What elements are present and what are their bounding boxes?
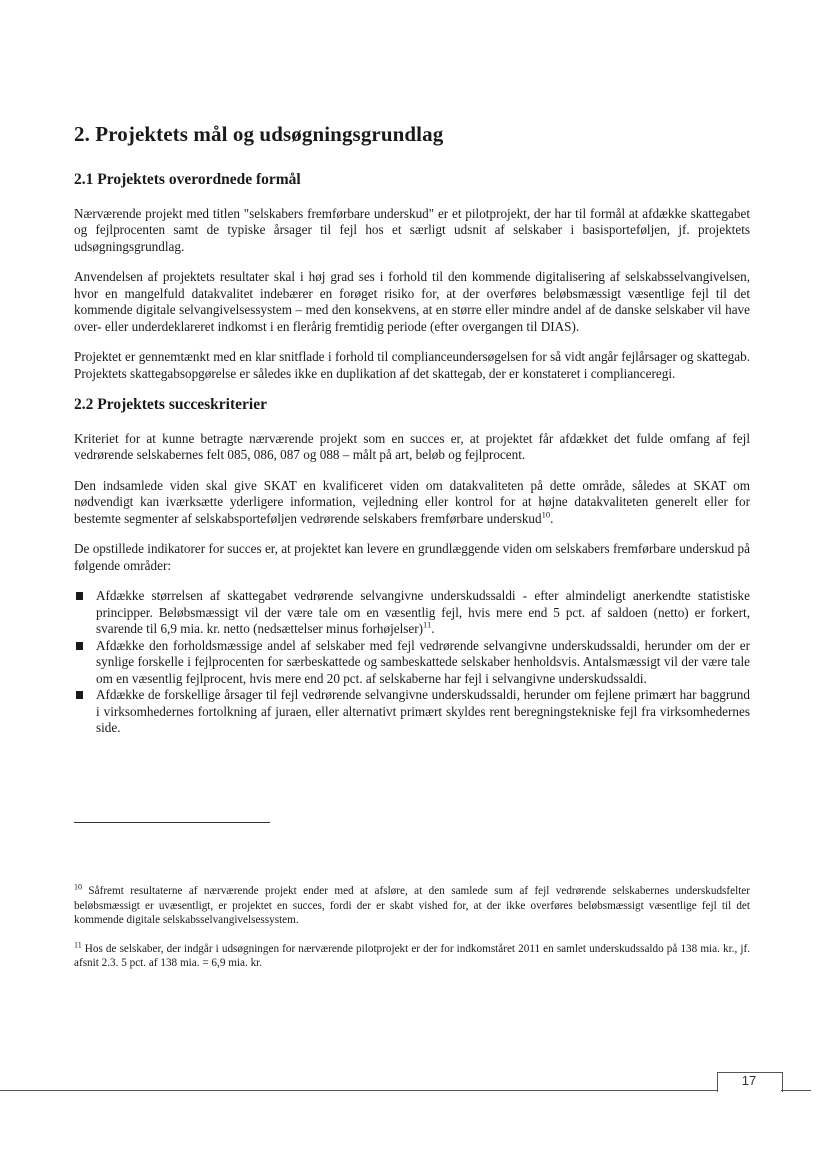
footer-rule-right [781, 1090, 811, 1091]
section-heading-2-1: 2.1 Projektets overordnede formål [74, 171, 301, 189]
square-bullet-icon [76, 642, 83, 650]
chapter-heading: 2. Projektets mål og udsøgningsgrundlag [74, 122, 444, 146]
footnote-reference[interactable]: 10 [541, 509, 551, 520]
section-heading-2-2: 2.2 Projektets succeskriterier [74, 396, 267, 414]
list-item [74, 687, 750, 737]
list-item-text: Afdække de forskellige årsager til fejl vedrørende selvangivne underskudssaldi, herunder om fejlene primært har baggrund i virksomhedernes fortolkning af juraen, eller alternativt primært skyldes rent beregningstekniske fejl fra virksomhedernes side. [96, 687, 750, 736]
list-item [74, 588, 750, 638]
bullet-list [74, 588, 750, 737]
list-item-text: Afdække størrelsen af skattegabet vedrørende selvangivne underskudssaldi - efter almindeligt anerkendte statistiske principper. Beløbsmæssigt vil der være tale om en væsentlig fejl, hvis mere end 5 pct. af saldoen (netto) er forkert, svarende til 6,9 mia. kr. netto (nedsættelser minus forhøjelser) [96, 588, 750, 637]
footer-rule [0, 1090, 718, 1091]
list-item-end: . [431, 621, 435, 637]
page-number: 17 [741, 1073, 757, 1088]
main-content [74, 122, 750, 737]
footnote-number: 11 [74, 939, 82, 949]
footnote-text: Såfremt resultaterne af nærværende projekt ender med at afsløre, at den samlede sum af fejl vedrørende selskabernes underskudsfelter beløbsmæssigt er uvæsentligt, er projektet en succes, fordi der er skabt vished for, at der ikke overføres beløbsmæssigt væsentlige fejl til det kommende digitale selskabsselvangivelsessystem. [74, 885, 750, 926]
footnote-number: 10 [74, 882, 82, 892]
list-item-text: Afdække den forholdsmæssige andel af selskaber med fejl vedrørende selvangivne underskudssaldi, herunder om der er synlige forskelle i fejlprocenten for særbeskattede og sambeskattede selskaber henholdsvis. Antalsmæssigt vil der være tale om en væsentlig fejlprocent, hvis mere end 20 pct. af selskaberne har fejl i selvangivne underskudssaldi. [96, 637, 750, 686]
paragraph-text: Den indsamlede viden skal give SKAT en kvalificeret viden om datakvaliteten på dette område, således at SKAT om nødvendigt kan iværksætte yderligere information, vejledning eller kontrol for at højne datakvaliteten generelt eller for bestemte segmenter af selskabsporteføljen vedrørende selskabers fremførbare underskud [74, 477, 750, 526]
paragraph: De opstillede indikatorer for succes er, at projektet kan levere en grundlæggende viden om selskabers fremførbare underskud på følgende områder: [74, 541, 750, 573]
list-item [74, 638, 750, 688]
footnote-separator [74, 822, 270, 823]
paragraph: Anvendelsen af projektets resultater skal i høj grad ses i forhold til den kommende digitalisering af selskabsselvangivelsen, hvor en mangelfuld datakvalitet indebærer en forøget risiko for, at der overføres beløbsmæssigt væsentlige fejl til det kommende digitale selvangivelsessystem – med den konsekvens, at en større eller mindre andel af de danske selskaber vil have over- eller underdeklareret indkomst i en flerårig fremtidig periode (efter overgangen til DIAS). [74, 269, 750, 334]
square-bullet-icon [76, 592, 83, 600]
footnote [74, 884, 750, 928]
paragraph: Nærværende projekt med titlen "selskabers fremførbare underskud" er et pilotprojekt, der har til formål at afdække skattegabet og fejlprocenten samt de typiske årsager til fejl hos et særligt udsnit af selskaber i basisporteføljen, jf. projektets udsøgningsgrundlag. [74, 205, 750, 254]
footnote-reference[interactable]: 11 [423, 619, 432, 630]
footnotes [74, 884, 750, 985]
paragraph-with-footnote [74, 478, 750, 528]
paragraph: Kriteriet for at kunne betragte nærværende projekt som en succes er, at projektet får afdækket det fulde omfang af fejl vedrørende selskabernes felt 085, 086, 087 og 088 – målt på art, beløb og fejlprocent. [74, 430, 750, 463]
footnote-text: Hos de selskaber, der indgår i udsøgningen for nærværende pilotprojekt er der for indkomståret 2011 en samlet underskudssaldo på 138 mia. kr., jf. afsnit 2.3. 5 pct. af 138 mia. = 6,9 mia. kr. [74, 942, 750, 969]
paragraph-end: . [550, 510, 554, 526]
paragraph: Projektet er gennemtænkt med en klar snitflade i forhold til complianceundersøgelsen for så vidt angår fejlårsager og skattegab. Projektets skattegabsopgørelse er således ikke en duplikation af det skattegab, der er konstateret i complianceregi. [74, 349, 750, 381]
square-bullet-icon [76, 691, 83, 699]
footnote [74, 939, 750, 971]
